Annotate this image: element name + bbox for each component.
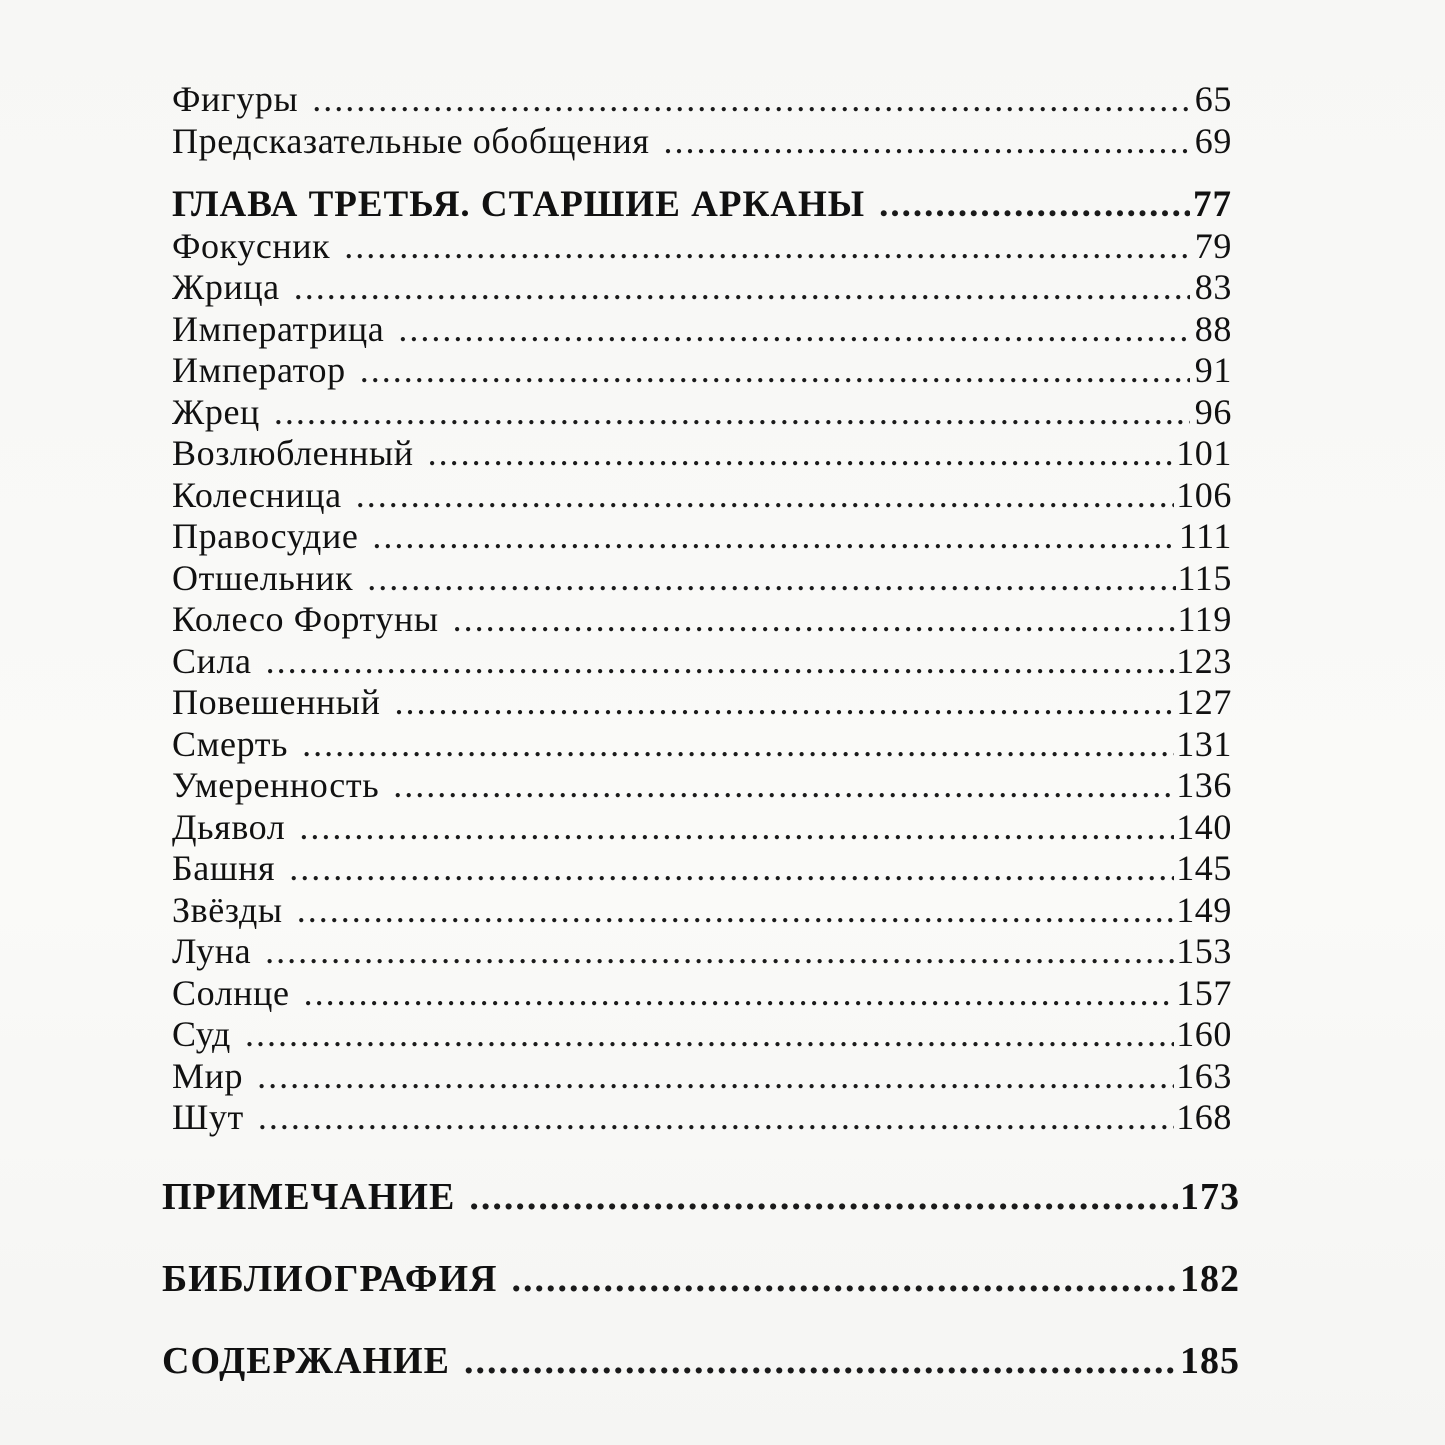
toc-entry [172,515,1232,557]
toc-entry [172,1013,1232,1055]
toc-entry [172,930,1232,972]
toc-entry-page: 127 [1176,682,1232,722]
toc-entry-title: Фокусник [172,225,331,266]
toc-entry-page: 96 [1194,391,1232,432]
section-title: СОДЕРЖАНИЕ [162,1340,450,1382]
toc-entry [172,78,1232,120]
dot-leader [294,266,1190,308]
toc-entry-title: Мир [172,1055,244,1096]
toc-entry-title: Солнце [172,972,290,1013]
chapter-title: ГЛАВА ТРЕТЬЯ. СТАРШИЕ АРКАНЫ [172,184,866,225]
toc-entry-title: Суд [172,1014,231,1054]
toc-back-matter [162,1175,1240,1421]
dot-leader [367,557,1175,599]
toc-entry [172,806,1232,848]
dot-leader [512,1257,1178,1301]
toc-entry-page: 106 [1176,474,1232,515]
dot-leader [879,183,1190,226]
toc-entry-page: 83 [1194,267,1232,307]
dot-leader [297,889,1175,931]
toc-entry-title: Повешенный [172,682,381,722]
toc-entry-title: Колесница [172,474,342,515]
toc-entry-page: 131 [1176,723,1232,764]
dot-leader [304,972,1175,1014]
dot-leader [245,1013,1174,1055]
toc-entry-page: 163 [1176,1055,1232,1096]
toc-entry-title: Дьявол [172,806,286,847]
toc-entry-page: 157 [1176,972,1232,1013]
toc-entry-title: Смерть [172,723,289,764]
toc-section-heading [162,1175,1240,1257]
dot-leader [464,1339,1178,1383]
dot-leader [312,78,1190,120]
toc-entry [172,1055,1232,1097]
toc-entry-page: 88 [1194,308,1232,349]
dot-leader [258,1096,1174,1138]
toc-entry [172,847,1232,889]
toc-entry-page: 136 [1176,765,1232,805]
toc-entry [172,764,1232,806]
section-page: 185 [1180,1340,1240,1382]
toc-entry [172,266,1232,308]
toc-entry-title: Возлюбленный [172,433,414,473]
section-title: БИБЛИОГРАФИЯ [162,1258,498,1300]
dot-leader [344,225,1190,267]
toc-entry-title: Сила [172,640,252,681]
dot-leader [398,308,1190,350]
toc-entry-title: Жрица [172,267,280,307]
toc-entry-page: 115 [1177,557,1232,598]
toc-chapter-heading [172,183,1232,225]
dot-leader [274,391,1190,433]
dot-leader [299,806,1174,848]
toc-entry-page: 140 [1176,806,1232,847]
toc-entry-page: 79 [1194,225,1232,266]
toc-entry-title: Звёзды [172,889,283,930]
dot-leader [257,1055,1174,1097]
toc-entry [172,681,1232,723]
dot-leader [372,515,1176,557]
table-of-contents [172,78,1232,1138]
toc-entry [172,474,1232,516]
chapter-page: 77 [1193,184,1232,225]
toc-entry-page: 168 [1176,1097,1232,1137]
toc-entry [172,1096,1232,1138]
dot-leader [664,120,1190,162]
toc-entry [172,349,1232,391]
toc-entry-title: Луна [172,931,252,971]
toc-entry-page: 153 [1176,931,1232,971]
dot-leader [428,432,1175,474]
toc-entry [172,557,1232,599]
toc-entry-title: Фигуры [172,79,299,119]
toc-entry-title: Отшельник [172,557,354,598]
dot-leader [453,598,1176,640]
dot-leader [266,640,1175,682]
dot-leader [469,1175,1178,1219]
toc-entry [172,889,1232,931]
toc-entry [172,432,1232,474]
toc-entry-page: 101 [1176,433,1232,473]
toc-entry-page: 123 [1176,640,1232,681]
dot-leader [393,764,1174,806]
toc-section-heading [162,1257,1240,1339]
toc-entry-page: 145 [1176,848,1232,888]
toc-entry-title: Императрица [172,308,385,349]
dot-leader [302,723,1174,765]
toc-entry-page: 160 [1176,1014,1232,1054]
toc-entry [172,120,1232,162]
section-page: 173 [1180,1176,1240,1218]
toc-entry-title: Предсказательные обобщения [172,120,650,161]
toc-entry [172,972,1232,1014]
toc-section-heading [162,1339,1240,1421]
dot-leader [394,681,1174,723]
toc-entry [172,308,1232,350]
toc-entry [172,723,1232,765]
toc-entry [172,598,1232,640]
toc-entry-title: Умеренность [172,765,380,805]
dot-leader [289,847,1174,889]
toc-entry [172,225,1232,267]
toc-entry-title: Жрец [172,391,260,432]
toc-entry-title: Колесо Фортуны [172,599,439,639]
dot-leader [356,474,1174,516]
toc-entry-title: Шут [172,1097,244,1137]
dot-leader [265,930,1174,972]
toc-entry-page: 65 [1194,79,1232,119]
toc-entry-page: 69 [1194,120,1232,161]
toc-entry [172,640,1232,682]
toc-entry-page: 119 [1177,599,1232,639]
toc-entry-page: 91 [1194,350,1232,390]
toc-entry-page: 149 [1176,889,1232,930]
toc-entry [172,391,1232,433]
toc-entry-title: Император [172,350,346,390]
toc-entry-page: 111 [1178,516,1232,556]
toc-entry-title: Башня [172,848,276,888]
dot-leader [360,349,1190,391]
section-title: ПРИМЕЧАНИЕ [162,1176,456,1218]
section-page: 182 [1180,1258,1240,1300]
toc-entry-title: Правосудие [172,516,359,556]
